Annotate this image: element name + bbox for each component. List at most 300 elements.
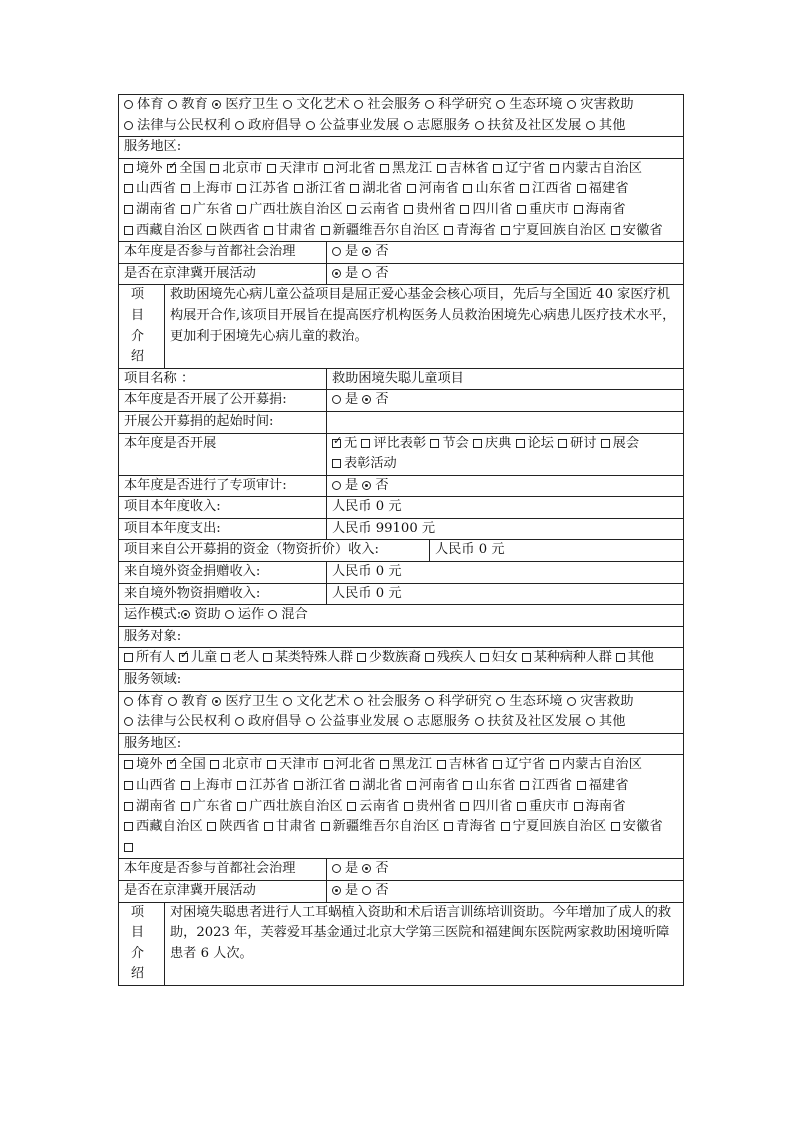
service-fields-2-option[interactable] [496, 694, 563, 709]
service-areas-2-option[interactable] [501, 819, 607, 834]
radio-icon[interactable] [306, 121, 315, 130]
checkbox-icon[interactable] [181, 205, 190, 214]
checkbox-icon[interactable] [264, 822, 273, 831]
checkbox-icon[interactable] [124, 205, 133, 214]
checkbox-icon[interactable] [324, 164, 333, 173]
service-areas-2-option[interactable] [460, 799, 512, 814]
service-areas-2-option[interactable] [437, 757, 489, 772]
checkbox-icon[interactable] [181, 802, 190, 811]
service-areas-1-option[interactable] [124, 161, 163, 176]
checkbox-icon[interactable] [463, 781, 472, 790]
service-fields-2-option-label: 灾害救助 [580, 693, 634, 709]
service-areas-1-option[interactable] [407, 181, 459, 196]
income-label: 项目本年度收入: [124, 499, 221, 515]
checkbox-icon[interactable] [181, 781, 190, 790]
radio-icon[interactable] [586, 717, 595, 726]
service-areas-2-option[interactable] [294, 778, 346, 793]
radio-icon[interactable] [362, 247, 371, 256]
checkbox-icon[interactable] [124, 184, 133, 193]
radio-icon[interactable] [362, 481, 371, 490]
activities-option-label: 无 [344, 435, 358, 451]
checkbox-icon[interactable] [550, 760, 559, 769]
service-areas-1-option[interactable] [321, 223, 440, 238]
service-areas-2-option[interactable] [577, 778, 629, 793]
service-areas-1-option[interactable] [181, 181, 233, 196]
service-areas-1-option[interactable] [611, 223, 663, 238]
service-areas-1-option[interactable] [463, 181, 515, 196]
service-areas-1-option[interactable] [577, 181, 629, 196]
service-areas-1-option[interactable] [517, 202, 569, 217]
service-areas-2-option[interactable] [324, 757, 376, 772]
checkbox-icon[interactable] [616, 653, 625, 662]
service-areas-2-option[interactable] [124, 819, 203, 834]
capital-governance-2-no-label: 否 [375, 861, 389, 877]
checkbox-icon[interactable] [480, 653, 489, 662]
service-areas-1-option[interactable] [444, 223, 496, 238]
checkbox-icon[interactable] [124, 802, 133, 811]
service-fields-1-option[interactable] [567, 97, 634, 112]
service-areas-2-option-label: 山西省 [136, 778, 177, 793]
service-areas-1-option[interactable] [237, 202, 343, 217]
service-targets-option[interactable] [357, 650, 421, 665]
service-targets-option[interactable] [425, 650, 476, 665]
checkbox-icon[interactable] [124, 226, 133, 235]
checkbox-icon[interactable] [611, 822, 620, 831]
checkbox-icon[interactable] [357, 653, 366, 662]
checkbox-icon[interactable] [611, 226, 620, 235]
service-targets-option[interactable] [616, 650, 654, 665]
service-fields-1-option[interactable] [235, 118, 302, 133]
checkbox-icon[interactable] [332, 459, 341, 468]
service-areas-2-option[interactable] [181, 778, 233, 793]
service-fields-2-option[interactable] [283, 694, 350, 709]
checkbox-icon[interactable] [444, 226, 453, 235]
radio-icon[interactable] [124, 717, 133, 726]
service-areas-1-option[interactable] [350, 181, 402, 196]
checkbox-icon[interactable] [517, 205, 526, 214]
service-areas-2-option[interactable] [517, 799, 569, 814]
checkbox-icon[interactable] [294, 781, 303, 790]
service-fields-1-option-label: 其他 [598, 117, 626, 133]
checkbox-icon[interactable] [210, 760, 219, 769]
radio-icon[interactable] [332, 886, 341, 895]
checkbox-icon[interactable] [167, 164, 176, 173]
service-areas-1-option[interactable] [347, 202, 399, 217]
service-areas-2-option[interactable] [124, 778, 176, 793]
activities-option[interactable] [558, 436, 596, 451]
checkbox-icon[interactable] [574, 205, 583, 214]
radio-icon[interactable] [168, 697, 177, 706]
service-fields-2-option[interactable] [124, 694, 164, 709]
service-areas-1-option-label: 安徽省 [622, 222, 663, 238]
checkbox-icon[interactable] [267, 164, 276, 173]
radio-icon[interactable] [181, 610, 190, 619]
service-areas-2-option[interactable] [407, 778, 459, 793]
checkbox-icon[interactable] [207, 822, 216, 831]
service-fields-2-option[interactable] [354, 694, 421, 709]
checkbox-icon[interactable] [210, 164, 219, 173]
service-targets-option[interactable] [124, 650, 175, 665]
checkbox-icon[interactable] [437, 164, 446, 173]
service-areas-2-option[interactable] [347, 799, 399, 814]
service-areas-2-option[interactable] [181, 799, 233, 814]
radio-icon[interactable] [475, 717, 484, 726]
radio-icon[interactable] [124, 100, 133, 109]
service-fields-2-option[interactable] [306, 714, 399, 729]
service-areas-2-option[interactable] [124, 799, 176, 814]
checkbox-icon[interactable] [167, 760, 176, 769]
service-fields-2-option[interactable] [404, 714, 471, 729]
service-areas-1-option[interactable] [404, 202, 456, 217]
service-areas-1-option[interactable] [380, 161, 432, 176]
checkbox-icon[interactable] [332, 439, 341, 448]
checkbox-icon[interactable] [574, 802, 583, 811]
checkbox-icon[interactable] [501, 226, 510, 235]
service-areas-1-option[interactable] [264, 223, 316, 238]
radio-icon[interactable] [332, 247, 341, 256]
audit-yes-label: 是 [345, 477, 359, 493]
service-areas-2-option[interactable] [550, 757, 642, 772]
service-areas-2-option[interactable] [611, 819, 663, 834]
service-areas-1-option-label: 湖南省 [136, 201, 177, 217]
capital-governance-2-no[interactable] [362, 861, 388, 876]
checkbox-icon[interactable] [493, 760, 502, 769]
checkbox-icon[interactable] [463, 184, 472, 193]
service-areas-1-option[interactable] [520, 181, 572, 196]
service-areas-2-option[interactable] [350, 778, 402, 793]
jingjinji-1-yes[interactable] [332, 266, 358, 281]
checkbox-icon[interactable] [558, 439, 567, 448]
service-areas-1-option-label: 山西省 [136, 181, 177, 197]
service-areas-2-option-label: 北京市 [222, 757, 263, 773]
checkbox-icon[interactable] [263, 653, 272, 662]
radio-icon[interactable] [586, 121, 595, 130]
service-fields-1-option[interactable] [475, 118, 582, 133]
capital-governance-1-yes[interactable] [332, 244, 358, 259]
radio-icon[interactable] [567, 697, 576, 706]
service-fields-2-option[interactable] [212, 694, 279, 709]
checkbox-icon[interactable] [437, 760, 446, 769]
checkbox-icon[interactable] [124, 164, 133, 173]
checkbox-icon[interactable] [460, 802, 469, 811]
checkbox-icon[interactable] [179, 653, 188, 662]
operation-modes-option[interactable] [225, 607, 264, 622]
service-areas-2-option[interactable] [207, 819, 259, 834]
operation-modes-option[interactable] [268, 607, 307, 622]
service-areas-2-option[interactable] [493, 757, 545, 772]
radio-icon[interactable] [212, 697, 221, 706]
checkbox-icon[interactable] [407, 781, 416, 790]
checkbox-icon[interactable] [350, 184, 359, 193]
service-fields-2-option[interactable] [235, 714, 302, 729]
service-areas-2-option[interactable] [264, 819, 316, 834]
service-areas-1-option[interactable] [237, 181, 289, 196]
service-areas-1-option[interactable] [501, 223, 607, 238]
jingjinji-1-no[interactable] [362, 266, 388, 281]
checkbox-icon[interactable] [267, 760, 276, 769]
service-areas-2-option-label: 黑龙江 [392, 757, 433, 773]
operation-modes-option[interactable] [181, 607, 220, 622]
activities-option[interactable] [473, 436, 511, 451]
operation-modes-option-label: 资助 [194, 607, 221, 623]
service-fields-1-option[interactable] [124, 97, 164, 112]
service-fields-1-option[interactable] [496, 97, 563, 112]
radio-icon[interactable] [567, 100, 576, 109]
checkbox-icon[interactable] [324, 760, 333, 769]
service-fields-1-option[interactable] [404, 118, 471, 133]
checkbox-icon[interactable] [124, 653, 133, 662]
radio-icon[interactable] [268, 610, 277, 619]
checkbox-icon[interactable] [517, 802, 526, 811]
checkbox-icon[interactable] [501, 822, 510, 831]
checkbox-icon[interactable] [430, 439, 439, 448]
service-areas-1-option-label: 全国 [179, 160, 206, 176]
service-areas-1-option[interactable] [550, 161, 642, 176]
checkbox-icon[interactable] [577, 184, 586, 193]
checkbox-icon[interactable] [181, 184, 190, 193]
checkbox-icon[interactable] [124, 781, 133, 790]
jingjinji-2-no-label: 否 [375, 882, 389, 898]
service-fields-1-option[interactable] [306, 118, 399, 133]
fundraising-start-label: 开展公开募捐的起始时间: [124, 413, 274, 429]
intro-label-2: 项目介绍 [130, 904, 153, 982]
checkbox-icon[interactable] [124, 760, 133, 769]
activities-option-label: 论坛 [527, 435, 554, 451]
radio-icon[interactable] [354, 697, 363, 706]
service-areas-1-option[interactable] [267, 161, 319, 176]
checkbox-icon[interactable] [601, 439, 610, 448]
radio-icon[interactable] [475, 121, 484, 130]
service-areas-1-option[interactable] [574, 202, 626, 217]
checkbox-icon[interactable] [425, 653, 434, 662]
service-areas-1-option[interactable] [124, 223, 203, 238]
radio-icon[interactable] [225, 610, 234, 619]
checkbox-icon[interactable] [407, 184, 416, 193]
service-fields-2-option-label: 生态环境 [509, 693, 563, 709]
service-fields-1-option[interactable] [168, 97, 208, 112]
checkbox-icon[interactable] [237, 184, 246, 193]
service-areas-2-option-label: 陕西省 [219, 819, 260, 835]
service-fields-2-option[interactable] [168, 694, 208, 709]
service-areas-2-option[interactable] [124, 757, 163, 772]
service-fields-2-option[interactable] [425, 694, 492, 709]
checkbox-icon[interactable] [294, 184, 303, 193]
checkbox-icon[interactable] [264, 226, 273, 235]
activities-option-label: 表彰活动 [344, 456, 397, 472]
service-fields-1-option[interactable] [354, 97, 421, 112]
service-areas-2-option[interactable] [167, 757, 206, 772]
service-fields-2-option[interactable] [586, 714, 626, 729]
activities-option[interactable] [430, 436, 468, 451]
checkbox-icon[interactable] [404, 802, 413, 811]
service-areas-2-option-label: 江苏省 [249, 778, 290, 793]
radio-icon[interactable] [124, 697, 133, 706]
capital-governance-1-no[interactable] [362, 244, 388, 259]
service-targets-option[interactable] [179, 650, 217, 665]
activities-option[interactable] [332, 456, 397, 471]
radio-icon[interactable] [404, 717, 413, 726]
radio-icon[interactable] [332, 481, 341, 490]
radio-icon[interactable] [283, 697, 292, 706]
service-areas-1-option[interactable] [167, 161, 206, 176]
service-areas-2-option[interactable] [267, 757, 319, 772]
service-fields-2-option-label: 志愿服务 [416, 714, 471, 730]
service-areas-2-option-label: 天津市 [278, 757, 320, 773]
service-areas-1-option[interactable] [460, 202, 512, 217]
audit-yes[interactable] [332, 478, 358, 493]
service-targets-option[interactable] [221, 650, 259, 665]
radio-icon[interactable] [235, 121, 244, 130]
radio-icon[interactable] [168, 100, 177, 109]
checkbox-icon[interactable] [347, 205, 356, 214]
service-areas-1-option-label: 宁夏回族自治区 [512, 222, 607, 238]
radio-icon[interactable] [496, 100, 505, 109]
checkbox-icon[interactable] [237, 781, 246, 790]
service-fields-2-option[interactable] [124, 714, 231, 729]
service-fields-1-option[interactable] [586, 118, 626, 133]
service-areas-2 [124, 755, 678, 858]
service-areas-2-option-label: 安徽省 [622, 819, 663, 835]
radio-icon[interactable] [235, 717, 244, 726]
service-areas-2-option[interactable] [210, 757, 262, 772]
checkbox-icon[interactable] [380, 164, 389, 173]
service-areas-2-option[interactable] [520, 778, 572, 793]
service-areas-2-option[interactable] [463, 778, 515, 793]
service-fields-1-option-label: 体育 [137, 97, 164, 112]
jingjinji-2-no[interactable] [362, 883, 388, 898]
public-fundraising-yes[interactable] [332, 392, 358, 407]
service-areas-1-option[interactable] [124, 181, 176, 196]
checkbox-icon[interactable] [124, 843, 133, 852]
service-areas-1-option[interactable] [124, 202, 176, 217]
checkbox-icon[interactable] [404, 205, 413, 214]
service-areas-2-option[interactable] [574, 799, 626, 814]
activities-option[interactable] [516, 436, 554, 451]
radio-icon[interactable] [362, 886, 371, 895]
service-areas-2-option-label: 上海市 [192, 778, 233, 793]
service-fields-2-option[interactable] [567, 694, 634, 709]
service-areas-1-option-label: 江苏省 [249, 181, 290, 197]
service-fields-2-option-label: 公益事业发展 [319, 714, 400, 730]
service-fields-1-option[interactable] [283, 97, 350, 112]
capital-governance-2-yes[interactable] [332, 861, 358, 876]
checkbox-icon[interactable] [207, 226, 216, 235]
radio-icon[interactable] [425, 697, 434, 706]
service-areas-2-option[interactable] [380, 757, 432, 772]
checkbox-icon[interactable] [347, 802, 356, 811]
checkbox-icon[interactable] [361, 439, 370, 448]
checkbox-icon[interactable] [350, 781, 359, 790]
audit-no[interactable] [362, 478, 388, 493]
service-areas-1-option-label: 新疆维吾尔自治区 [332, 222, 440, 238]
service-fields-2-option-label: 法律与公民权利 [137, 714, 231, 730]
radio-icon[interactable] [283, 100, 292, 109]
service-areas-1-option[interactable] [207, 223, 259, 238]
checkbox-icon[interactable] [520, 781, 529, 790]
service-targets-option[interactable] [480, 650, 518, 665]
service-fields-1-option[interactable] [212, 97, 279, 112]
service-areas-1-option-label: 重庆市 [529, 201, 570, 217]
operation-label: 运作模式: [124, 607, 182, 623]
capital-governance-2 [332, 861, 389, 876]
checkbox-icon[interactable] [522, 653, 531, 662]
public-fundraising [332, 392, 389, 407]
service-areas-1-option-label: 河南省 [418, 181, 460, 197]
checkbox-icon[interactable] [237, 205, 246, 214]
service-targets-option[interactable] [522, 650, 612, 665]
service-fields-1-option[interactable] [425, 97, 492, 112]
radio-icon[interactable] [362, 395, 371, 404]
service-areas-2-option[interactable] [237, 778, 289, 793]
checkbox-icon[interactable] [460, 205, 469, 214]
service-areas-2-option[interactable] [444, 819, 496, 834]
checkbox-icon[interactable] [493, 164, 502, 173]
checkbox-icon[interactable] [124, 822, 133, 831]
service-areas-2-option[interactable] [124, 840, 136, 855]
checkbox-icon[interactable] [321, 822, 330, 831]
jingjinji-2-yes[interactable] [332, 883, 358, 898]
jingjinji-2 [332, 883, 389, 898]
service-areas-1-option[interactable] [181, 202, 233, 217]
radio-icon[interactable] [354, 100, 363, 109]
checkbox-icon[interactable] [473, 439, 482, 448]
service-areas-1-option[interactable] [437, 161, 489, 176]
checkbox-icon[interactable] [577, 781, 586, 790]
service-fields-1-option[interactable] [124, 118, 231, 133]
capital-governance-label-2: 本年度是否参与首都社会治理 [124, 861, 296, 877]
checkbox-icon[interactable] [321, 226, 330, 235]
service-areas-2-option-label: 全国 [179, 757, 206, 773]
checkbox-icon[interactable] [237, 802, 246, 811]
public-fundraising-no[interactable] [362, 392, 388, 407]
radio-icon[interactable] [404, 121, 413, 130]
service-fields-2-option-label: 其他 [598, 714, 626, 730]
radio-icon[interactable] [362, 864, 371, 873]
jingjinji-2-yes-label: 是 [345, 882, 359, 898]
checkbox-icon[interactable] [550, 164, 559, 173]
service-areas-2-option-label: 吉林省 [448, 757, 489, 773]
checkbox-icon[interactable] [221, 653, 230, 662]
radio-icon[interactable] [496, 697, 505, 706]
service-areas-1-option[interactable] [324, 161, 376, 176]
service-areas-2-option[interactable] [237, 799, 343, 814]
activities-option[interactable] [361, 436, 426, 451]
radio-icon[interactable] [332, 395, 341, 404]
service-areas-1-option-label: 西藏自治区 [136, 222, 203, 238]
activities-option[interactable] [601, 436, 639, 451]
activities-option[interactable] [332, 436, 357, 451]
checkbox-icon[interactable] [444, 822, 453, 831]
radio-icon[interactable] [332, 864, 341, 873]
radio-icon[interactable] [124, 121, 133, 130]
radio-icon[interactable] [306, 717, 315, 726]
checkbox-icon[interactable] [520, 184, 529, 193]
service-areas-2-option[interactable] [321, 819, 440, 834]
service-areas-1-option[interactable] [493, 161, 545, 176]
service-areas-1-option-label: 云南省 [359, 201, 400, 217]
radio-icon[interactable] [362, 269, 371, 278]
radio-icon[interactable] [332, 269, 341, 278]
service-targets-option[interactable] [263, 650, 353, 665]
checkbox-icon[interactable] [380, 760, 389, 769]
radio-icon[interactable] [212, 100, 221, 109]
service-areas-2-option[interactable] [404, 799, 456, 814]
service-fields-2-option[interactable] [475, 714, 582, 729]
checkbox-icon[interactable] [516, 439, 525, 448]
radio-icon[interactable] [425, 100, 434, 109]
service-areas-1-option[interactable] [294, 181, 346, 196]
service-areas-1-option[interactable] [210, 161, 262, 176]
